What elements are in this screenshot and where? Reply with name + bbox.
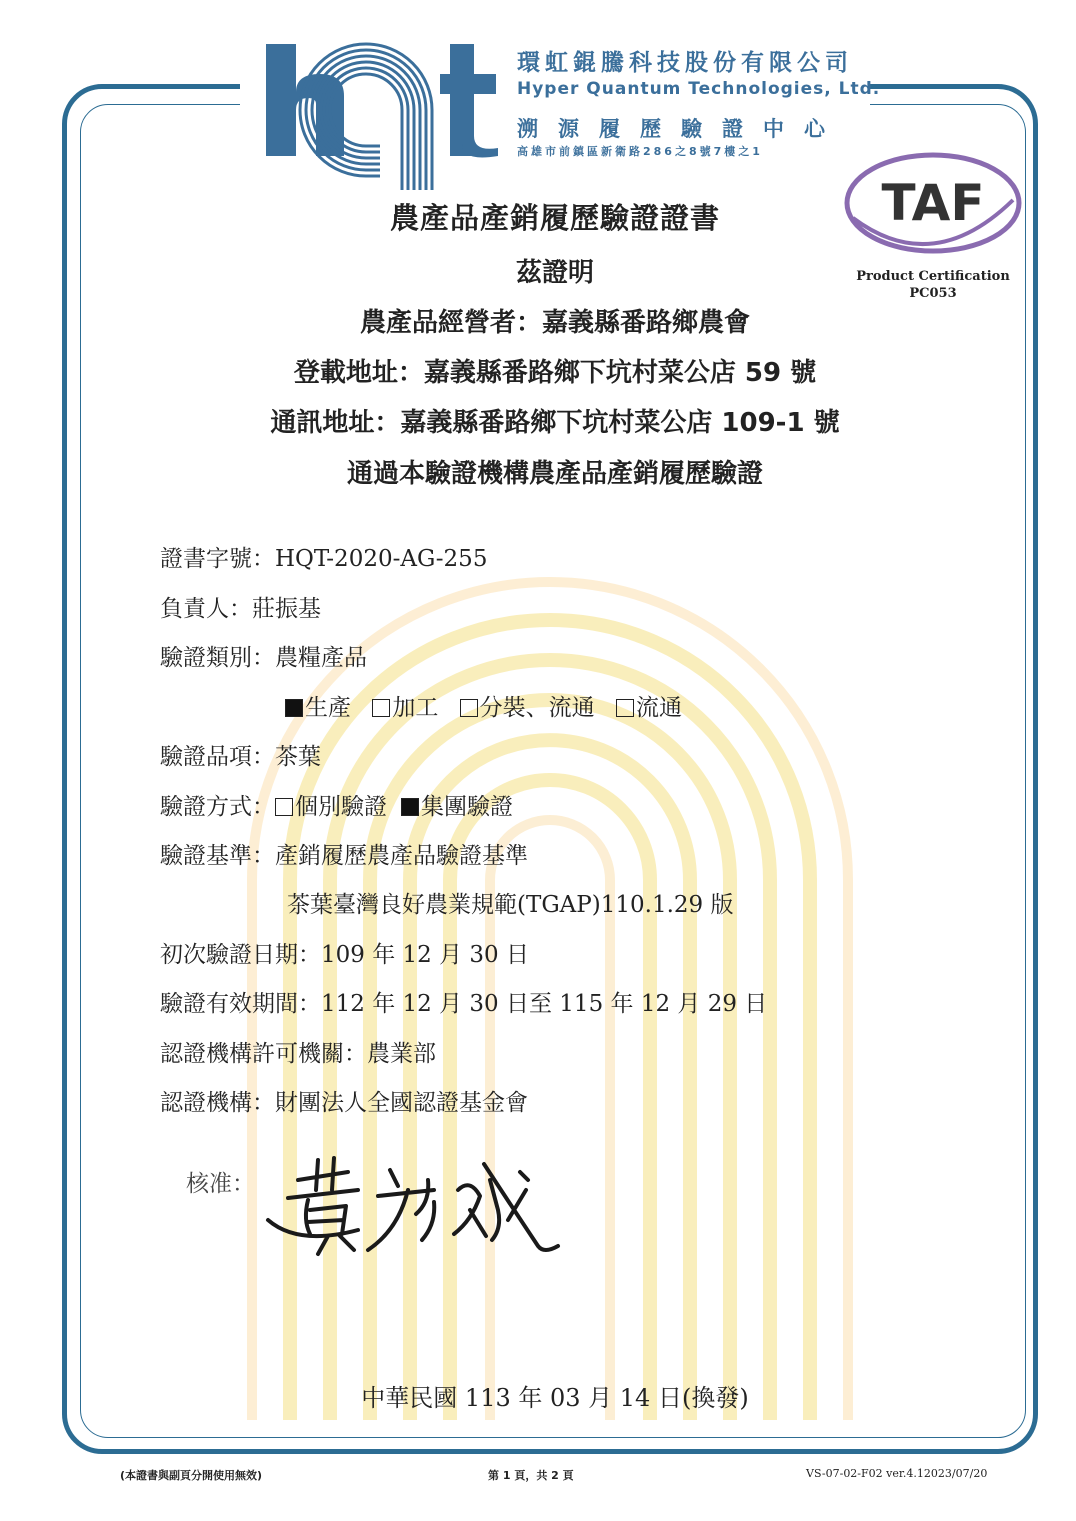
method-option-label: 集團驗證 [421,794,513,820]
standard-label: 驗證基準： [160,843,275,869]
standard-value-1: 產銷履歷農產品驗證基準 [275,843,528,869]
stage-option-label: 加工 [392,695,439,721]
first-date-label: 初次驗證日期： [160,942,321,968]
center-address: 高雄市前鎮區新衛路286之8號7樓之1 [517,145,763,158]
company-name-en: Hyper Quantum Technologies, Ltd. [517,79,881,99]
field-validity [160,985,767,1018]
stage-option-packing [460,695,595,721]
accreditor-label: 認證機構： [160,1090,275,1116]
item-label: 驗證品項： [160,744,275,770]
item-value: 茶葉 [275,744,321,770]
registered-address-line: 登載地址：嘉義縣番路鄉下坑村菜公店 59 號 [293,358,817,388]
field-method [160,788,527,821]
footer-note: (本證書與副頁分開使用無效) [120,1469,263,1482]
accreditor-value: 財團法人全國認證基金會 [275,1090,528,1116]
company-name-zh: 環虹錕騰科技股份有限公司 [517,50,853,76]
method-option-group [401,794,513,820]
taf-cert-label: Product Certification [856,269,1010,284]
category-value: 農糧產品 [275,645,367,671]
center-name: 溯源履歷驗證中心 [517,117,845,141]
operator-line: 農產品經營者：嘉義縣番路鄉農會 [359,308,750,338]
field-standard-2 [287,886,733,919]
validity-label: 驗證有效期間： [160,991,321,1017]
validity-value: 112 年 12 月 30 日至 115 年 12 月 29 日 [321,991,768,1017]
certificate-title: 農產品產銷履歷驗證證書 [389,201,720,235]
field-cert-no [160,540,487,573]
owner-label: 負責人： [160,596,252,622]
method-label: 驗證方式： [160,794,275,820]
checkbox-empty-icon [275,798,293,816]
field-authority [160,1035,436,1068]
category-label: 驗證類別： [160,645,275,671]
method-option-individual [275,794,387,820]
stage-option-label: 生產 [305,695,351,721]
authority-label: 認證機構許可機關： [160,1041,367,1067]
stage-option-processing [372,695,438,721]
checkbox-empty-icon [460,699,478,717]
certify-text: 茲證明 [515,258,594,288]
method-option-label: 個別驗證 [295,794,387,820]
approval-label: 核准： [186,1171,255,1197]
stage-option-production [285,695,351,721]
page-indicator: 第 1 頁，共 2 頁 [488,1469,574,1482]
owner-value: 莊振基 [252,596,321,622]
field-accreditor [160,1084,528,1117]
field-owner [160,590,321,623]
authority-value: 農業部 [367,1041,436,1067]
mailing-address-line: 通訊地址：嘉義縣番路鄉下坑村菜公店 109-1 號 [270,408,840,438]
field-item [160,738,321,771]
checkbox-empty-icon [616,699,634,717]
signature-image [258,1150,568,1260]
cert-no-label: 證書字號： [160,546,275,572]
stage-option-label: 流通 [635,695,682,721]
field-category [160,639,367,672]
form-version: VS-07-02-F02 ver.4.12023/07/20 [806,1467,988,1480]
svg-text:TAF: TAF [881,174,985,232]
issue-date: 中華民國 113 年 03 月 14 日(換發) [361,1384,749,1412]
field-standard [160,837,528,870]
taf-cert-code: PC053 [909,286,957,301]
first-date-value: 109 年 12 月 30 日 [321,942,529,968]
checkbox-empty-icon [372,699,390,717]
stage-options [285,689,696,722]
standard-value-2: 茶葉臺灣良好農業規範(TGAP)110.1.29 版 [287,892,734,918]
cert-no-value: HQT-2020-AG-255 [275,546,488,572]
field-first-date [160,936,529,969]
checkbox-checked-icon [401,798,419,816]
hqt-logo [262,40,502,190]
stage-option-label: 分裝、流通 [479,695,595,721]
checkbox-checked-icon [285,699,303,717]
passed-statement: 通過本驗證機構農產品產銷履歷驗證 [346,459,763,489]
stage-option-distribution [616,695,682,721]
